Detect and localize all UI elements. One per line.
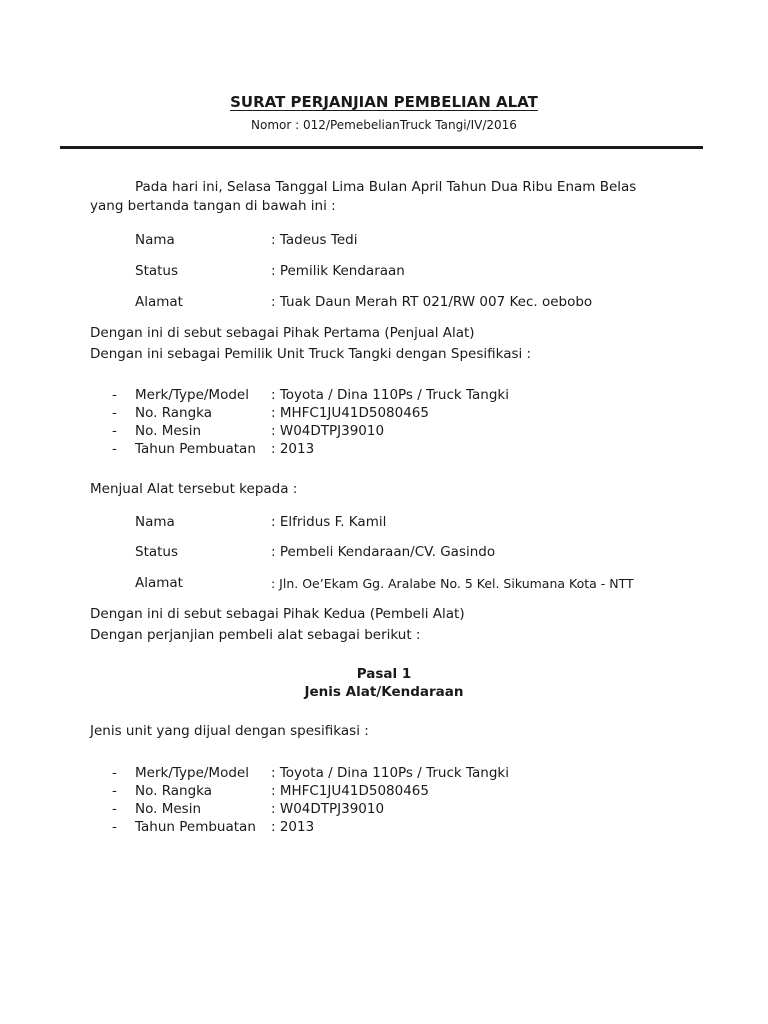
sell-intro: Menjual Alat tersebut kepada : (90, 481, 298, 497)
opening-line-1: Pada hari ini, Selasa Tanggal Lima Bulan April Tahun Dua Ribu Enam Belas (135, 179, 637, 195)
party1-desc-line-1: Dengan ini di sebut sebagai Pihak Pertama (Penjual Alat) (90, 325, 475, 341)
party2-name-label: Nama (135, 514, 175, 530)
spec1-dash: - (112, 441, 117, 457)
pasal1-intro: Jenis unit yang dijual dengan spesifikasi : (90, 723, 369, 739)
header-divider (60, 146, 703, 149)
document-title-text: SURAT PERJANJIAN PEMBELIAN ALAT (230, 93, 538, 111)
spec2-dash: - (112, 819, 117, 835)
party2-desc-line-1: Dengan ini di sebut sebagai Pihak Kedua (Pembeli Alat) (90, 606, 465, 622)
party2-status-value: : Pembeli Kendaraan/CV. Gasindo (271, 544, 496, 560)
spec2-tahun-value: : 2013 (271, 819, 315, 835)
party1-desc-line-2: Dengan ini sebagai Pemilik Unit Truck Tangki dengan Spesifikasi : (90, 346, 532, 362)
spec1-dash: - (112, 405, 117, 421)
party1-name-label: Nama (135, 232, 175, 248)
spec1-mesin-value: : W04DTPJ39010 (271, 423, 385, 439)
document-title (0, 93, 768, 111)
spec2-rangka-value: : MHFC1JU41D5080465 (271, 783, 429, 799)
pasal1-subheading: Jenis Alat/Kendaraan (304, 684, 464, 700)
spec2-dash: - (112, 783, 117, 799)
spec1-tahun-label: Tahun Pembuatan (135, 441, 256, 457)
party1-status-value: : Pemilik Kendaraan (271, 263, 405, 279)
spec1-mesin-label: No. Mesin (135, 423, 201, 439)
spec2-merk-value: : Toyota / Dina 110Ps / Truck Tangki (271, 765, 509, 781)
spec2-tahun-label: Tahun Pembuatan (135, 819, 256, 835)
spec2-rangka-label: No. Rangka (135, 783, 213, 799)
spec2-mesin-value: : W04DTPJ39010 (271, 801, 385, 817)
pasal1-heading: Pasal 1 (356, 666, 412, 682)
party1-status-label: Status (135, 263, 179, 279)
document-number: Nomor : 012/PemebelianTruck Tangi/IV/2016 (251, 118, 517, 132)
spec2-dash: - (112, 801, 117, 817)
opening-line-2: yang bertanda tangan di bawah ini : (90, 198, 336, 214)
party2-status-label: Status (135, 544, 179, 560)
party1-name-value: : Tadeus Tedi (271, 232, 358, 248)
spec1-dash: - (112, 423, 117, 439)
spec1-rangka-label: No. Rangka (135, 405, 213, 421)
spec2-merk-label: Merk/Type/Model (135, 765, 249, 781)
party1-address-value: : Tuak Daun Merah RT 021/RW 007 Kec. oebobo (271, 294, 593, 310)
spec1-merk-label: Merk/Type/Model (135, 387, 249, 403)
spec2-mesin-label: No. Mesin (135, 801, 201, 817)
spec1-rangka-value: : MHFC1JU41D5080465 (271, 405, 429, 421)
party1-address-label: Alamat (135, 294, 183, 310)
party2-name-value: : Elfridus F. Kamil (271, 514, 387, 530)
spec1-dash: - (112, 387, 117, 403)
spec1-merk-value: : Toyota / Dina 110Ps / Truck Tangki (271, 387, 509, 403)
party2-desc-line-2: Dengan perjanjian pembeli alat sebagai berikut : (90, 627, 421, 643)
party2-address-label: Alamat (135, 575, 183, 591)
party2-address-value: : Jln. Oe’Ekam Gg. Aralabe No. 5 Kel. Sikumana Kota - NTT (271, 576, 634, 591)
spec1-tahun-value: : 2013 (271, 441, 315, 457)
spec2-dash: - (112, 765, 117, 781)
